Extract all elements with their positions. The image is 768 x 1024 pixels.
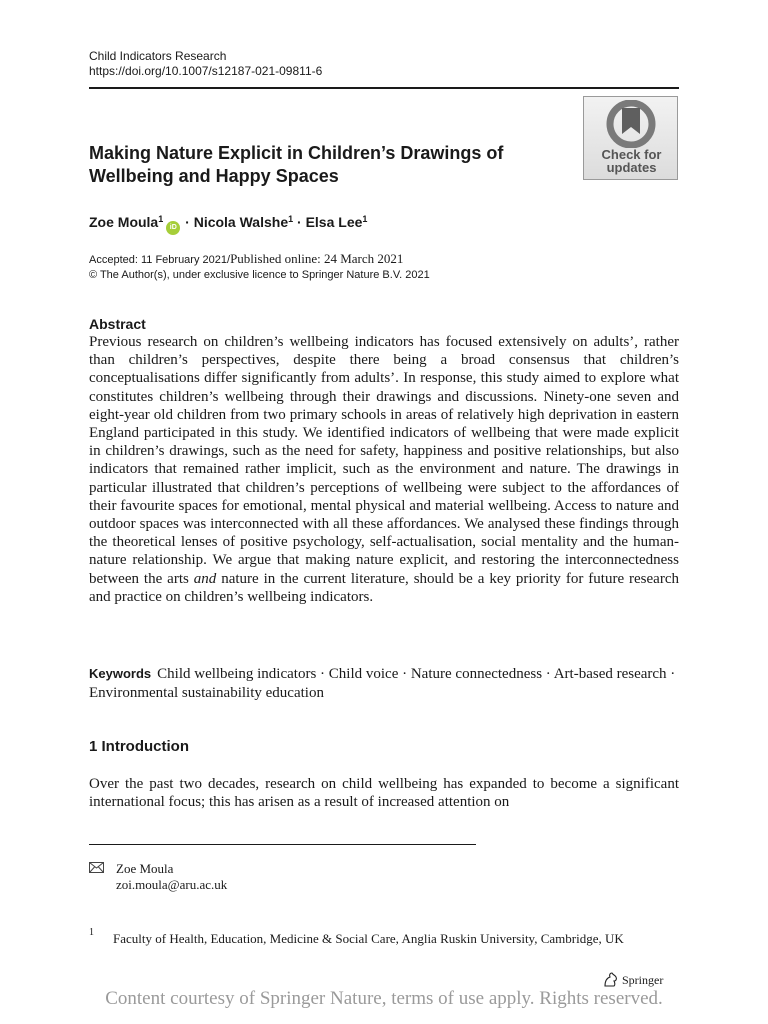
author-separator: · bbox=[181, 214, 194, 230]
envelope-icon bbox=[89, 862, 104, 873]
check-for-updates-badge[interactable] bbox=[583, 96, 678, 180]
abstract-italic-word: and bbox=[193, 570, 217, 587]
header-rule bbox=[89, 87, 679, 89]
journal-name: Child Indicators Research bbox=[89, 49, 227, 63]
published-date: Published online: 24 March 2021 bbox=[230, 251, 404, 266]
accepted-date: Accepted: 11 February 2021/ bbox=[89, 254, 231, 266]
keywords-list: Child wellbeing indicators · Child voice · Nature connectedness · Art-based research · Environmental sustainability education bbox=[89, 666, 676, 701]
crossmark-icon bbox=[606, 100, 656, 148]
abstract-text bbox=[89, 333, 679, 606]
author-separator: · bbox=[293, 214, 306, 230]
abstract-heading: Abstract bbox=[89, 316, 146, 332]
section-heading: 1 Introduction bbox=[89, 738, 189, 755]
courtesy-watermark: Content courtesy of Springer Nature, terms of use apply. Rights reserved. bbox=[105, 988, 663, 1009]
corresponding-author-name: Zoe Moula bbox=[116, 861, 174, 876]
article-title: Making Nature Explicit in Children’s Drawings of Wellbeing and Happy Spaces bbox=[89, 143, 504, 186]
affiliation-text: Faculty of Health, Education, Medicine & Social Care, Anglia Ruskin University, Cambridge, UK bbox=[113, 931, 624, 946]
keywords bbox=[89, 665, 679, 702]
introduction-text: Over the past two decades, research on child wellbeing has expanded to become a significant international focus; this has arisen as a result of increased attention on bbox=[89, 776, 679, 811]
badge-line-1: Check for bbox=[601, 147, 662, 162]
copyright-notice: © The Author(s), under exclusive licence to Springer Nature B.V. 2021 bbox=[89, 269, 430, 281]
publication-dates bbox=[89, 252, 403, 267]
doi-link[interactable]: https://doi.org/10.1007/s12187-021-09811-6 bbox=[89, 64, 323, 78]
author-name[interactable]: Nicola Walshe bbox=[193, 214, 289, 230]
publisher-logo bbox=[603, 972, 663, 988]
orcid-icon[interactable]: iD bbox=[166, 221, 180, 235]
badge-line-2: updates bbox=[606, 160, 657, 175]
abstract-text-part-2: nature in the current literature, should be a key priority for future research and practice on children’s wellbeing indicators. bbox=[89, 570, 679, 605]
badge-text bbox=[584, 148, 679, 174]
publisher-name: Springer bbox=[622, 973, 664, 987]
affiliation-number: 1 bbox=[89, 927, 94, 938]
author-name[interactable]: Elsa Lee bbox=[305, 214, 363, 230]
author-list bbox=[89, 210, 367, 235]
author-name[interactable]: Zoe Moula bbox=[89, 214, 159, 230]
abstract-text-part-1: Previous research on children’s wellbeing indicators has focused extensively on adults’, rather than children’s perspectives, despite there being a broad consensus that children’s conceptualisations differ significantly from adults’. In response, this study aimed to explore what constitutes children’s wellbeing through their drawings and discussions. Ninety-one seven and eight-year old children from two primary schools in areas of relatively high deprivation in eastern England participated in this study. We identified indicators of wellbeing that were made explicit in children’s drawings, such as the need for safety, happiness and positive relationships, but also indicators that remained rather implicit, such as the environment and nature. The drawings in particular illustrated that children’s perceptions of wellbeing were subject to the affordances of their favourite spaces for emotional, mental physical and material wellbeing. Access to nature and outdoor spaces was interconnected with all these affordances. We analysed these findings through the theoretical lenses of positive psychology, self-actualisation, social mentality and the human-nature relationship. We argue that making nature explicit, and restoring the interconnectedness between the arts bbox=[89, 334, 679, 587]
keywords-label: Keywords bbox=[89, 666, 152, 681]
affiliation-marker: 1 bbox=[288, 214, 294, 224]
affiliation-marker: 1 bbox=[158, 214, 164, 224]
springer-horse-icon bbox=[603, 972, 619, 987]
affiliation-marker: 1 bbox=[362, 214, 368, 224]
footnote-rule bbox=[89, 844, 476, 845]
journal-header bbox=[89, 49, 322, 79]
corresponding-author-email[interactable]: zoi.moula@aru.ac.uk bbox=[116, 877, 228, 892]
